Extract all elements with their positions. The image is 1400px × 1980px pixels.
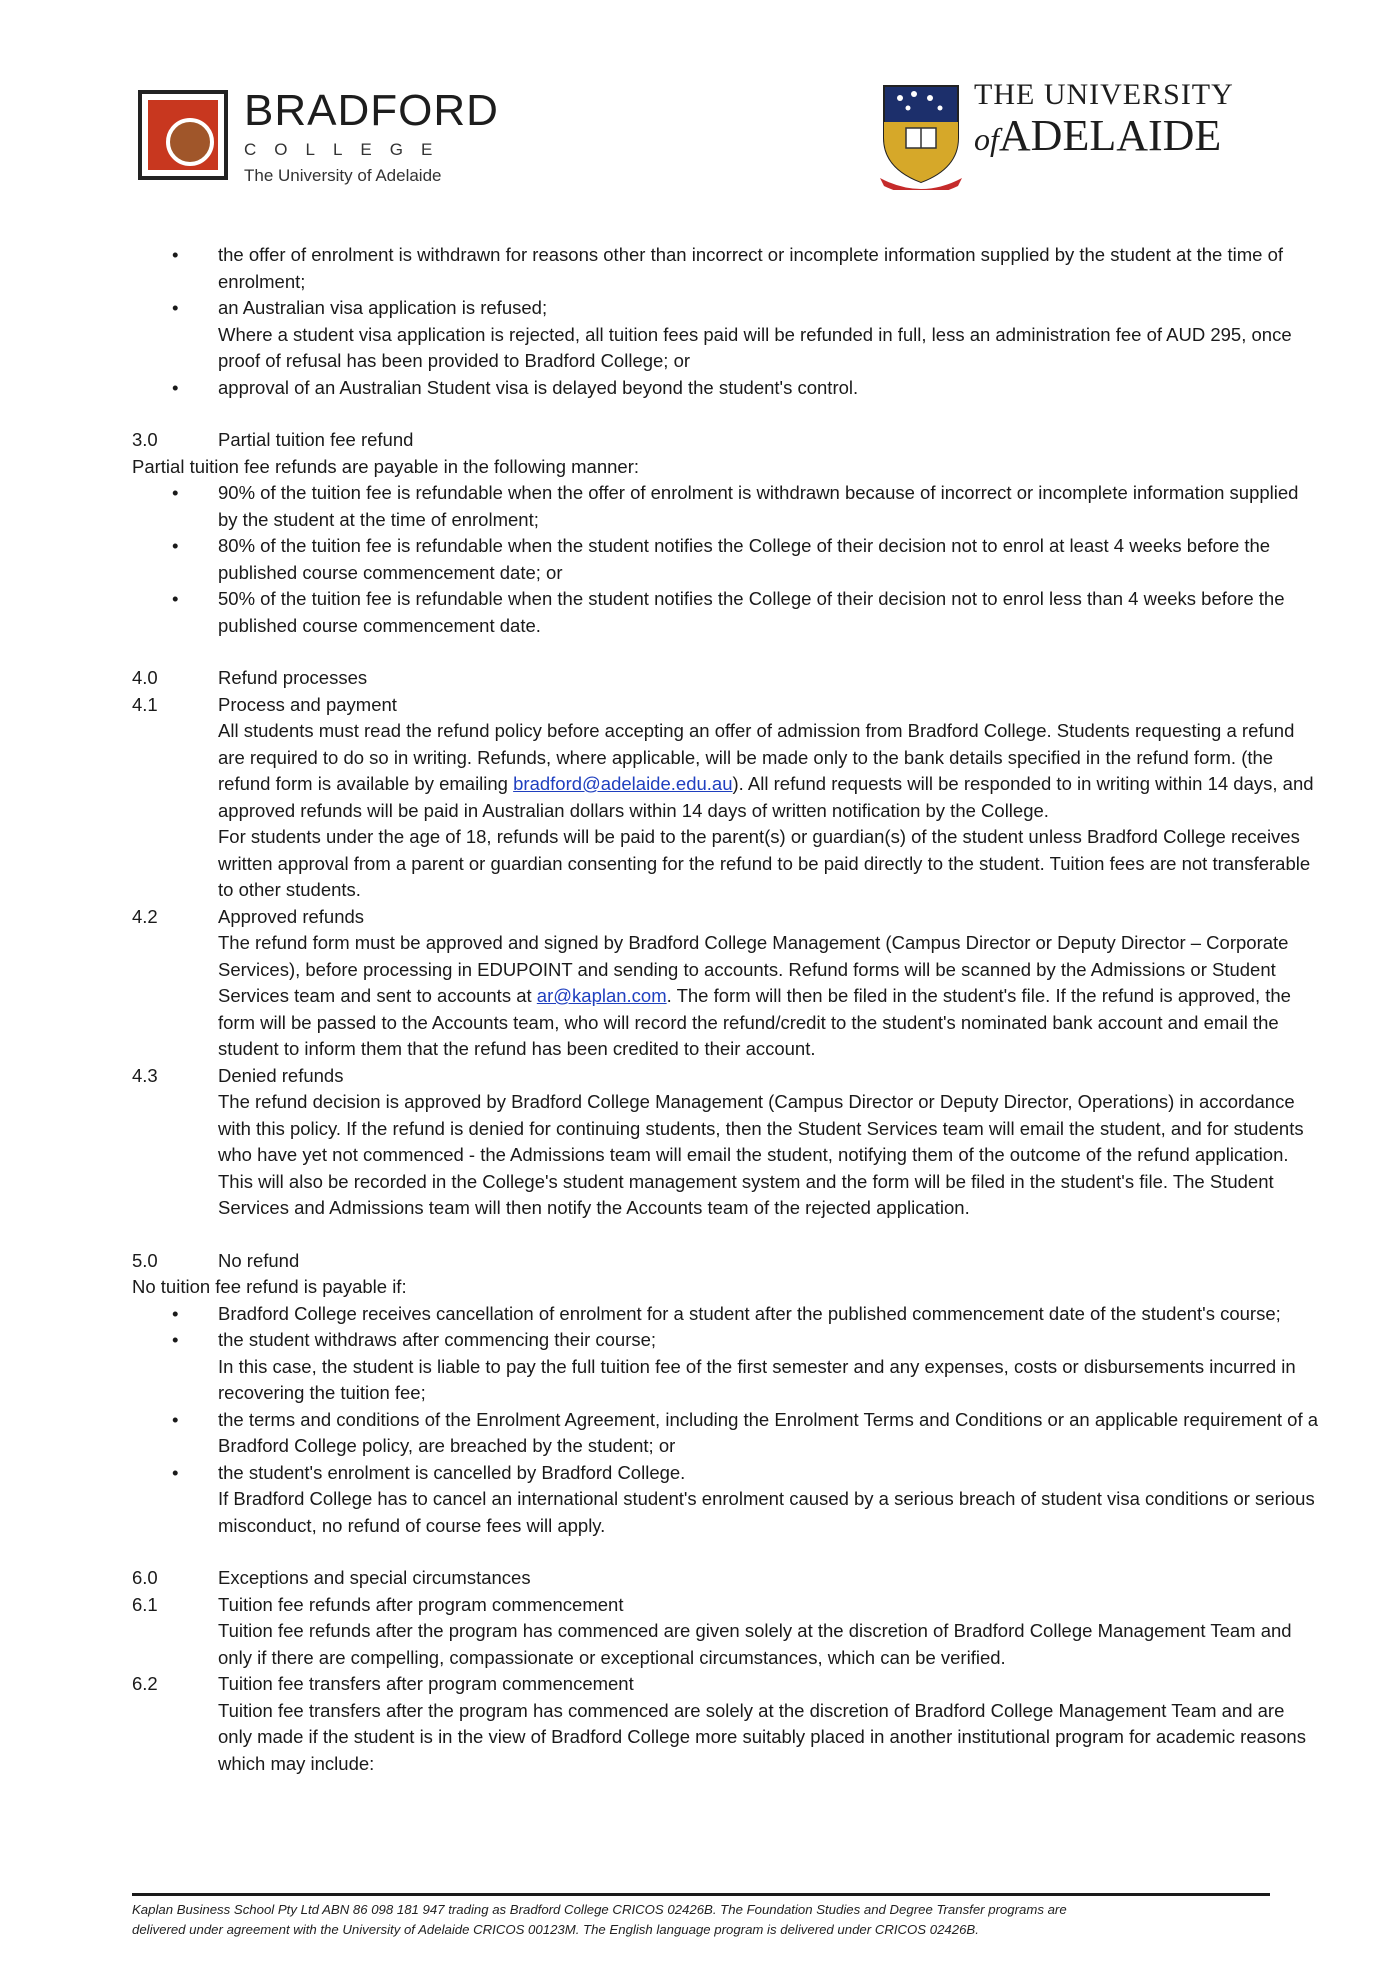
university-of-adelaide-logo <box>878 78 1238 198</box>
section-4-2-paragraph: The refund form must be approved and signed by Bradford College Management (Campus Director or Deputy Director – Corporate Services), before processing in EDUPOINT and sending to accounts. Refund forms will be scanned by the Admissions or Student Services team and sent to accounts at ar@kaplan.com. The form will then be filed in the student's file. If the refund is approved, the form will be passed to the Accounts team, who will record the refund/credit to the student's nominated bank account and email the student to inform them that the refund has been credited to their account. <box>218 932 1291 1059</box>
section-6-2-heading: 6.2 Tuition fee transfers after program commencement <box>132 1673 634 1694</box>
section-5-bullets <box>132 1301 1322 1540</box>
section-4-1-heading: 4.1 Process and payment <box>132 693 397 715</box>
section-4-3-heading: 4.3 Denied refunds <box>132 1064 344 1086</box>
intro-bullet-list <box>132 242 1322 401</box>
footer-line-1: Kaplan Business School Pty Ltd ABN 86 098 181 947 trading as Bradford College CRICOS 02426B. The Foundation Studies and Degree Transfer programs are <box>132 1902 1067 1917</box>
section-4-heading: 4.0 Refund processes <box>132 667 368 688</box>
section-6-1-heading: 6.1 Tuition fee refunds after program commencement <box>132 1593 624 1615</box>
page-footer <box>132 1893 1270 1940</box>
section-4-3-paragraph: The refund decision is approved by Bradford College Management (Campus Director or Deputy Director, Operations) in accordance with this policy. If the refund is denied for continuing students, then the Student Services team will email the student, and for students who have yet not commenced - the Admissions team will email the student, notifying them of the outcome of the refund application. This will also be recorded in the College's student management system and the form will be filed in the student's file. The Student Services and Admissions team will then notify the Accounts team of the rejected application. <box>218 1091 1304 1218</box>
section-5-heading: 5.0 No refund <box>132 1249 300 1271</box>
list-item: • the student withdraws after commencing their course; In this case, the student is liable to pay the full tuition fee of the first semester and any expenses, costs or disbursements incurred in recovering the tuition fee; <box>172 1329 1296 1403</box>
list-item: • 80% of the tuition fee is refundable when the student notifies the College of their decision not to enrol at least 4 weeks before the published course commencement date; or <box>172 535 1271 583</box>
list-item: • the offer of enrolment is withdrawn for reasons other than incorrect or incomplete information supplied by the student at the time of enrolment; <box>172 244 1284 292</box>
accounts-email-link[interactable]: ar@kaplan.com <box>536 985 667 1006</box>
adelaide-line1: THE UNIVERSITY <box>974 78 1234 111</box>
list-item: • approval of an Australian Student visa is delayed beyond the student's control. <box>172 376 859 398</box>
section-4-2-heading: 4.2 Approved refunds <box>132 905 365 927</box>
bradford-name: BRADFORD <box>244 86 499 135</box>
bradford-email-link[interactable]: bradford@adelaide.edu.au <box>513 773 733 794</box>
bradford-college-word: COLLEGE <box>244 140 451 159</box>
section-4-1-paragraph: All students must read the refund policy before accepting an offer of admission from Bradford College. Students requesting a refund are required to do so in writing. Refunds, where applicable, will be made only to the bank details specified in the refund form. (the refund form is available by emailing bradford@adelaide.edu.au). All refund requests will be responded to in writing within 14 days, and approved refunds will be paid in Australian dollars within 14 days of written notification by the College. <box>218 720 1314 821</box>
list-item: • an Australian visa application is refused; Where a student visa application is rejected, all tuition fees paid will be refunded in full, less an administration fee of AUD 295, once proof of refusal has been provided to Bradford College; or <box>172 297 1292 371</box>
section-6-heading: 6.0 Exceptions and special circumstances <box>132 1567 531 1588</box>
list-item: • 50% of the tuition fee is refundable when the student notifies the College of their decision not to enrol less than 4 weeks before the published course commencement date. <box>172 588 1285 636</box>
document-body <box>132 242 1322 1777</box>
section-6-2-paragraph: Tuition fee transfers after the program has commenced are solely at the discretion of Bradford College Management Team and are only made if the student is in the view of Bradford College more suitably placed in another institutional program for academic reasons which may include: <box>218 1699 1306 1774</box>
section-3-heading: 3.0 Partial tuition fee refund <box>132 429 414 450</box>
section-6-1-paragraph: Tuition fee refunds after the program has commenced are given solely at the discretion of Bradford College Management Team and only if there are compelling, compassionate or exceptional circumstances, which can be verified. <box>218 1620 1292 1668</box>
footer-line-2: delivered under agreement with the University of Adelaide CRICOS 00123M. The English language program is delivered under CRICOS 02426B. <box>132 1922 979 1937</box>
section-5-intro: No tuition fee refund is payable if: <box>132 1276 407 1297</box>
adelaide-line2: ofADELAIDE <box>974 111 1222 160</box>
list-item: • Bradford College receives cancellation of enrolment for a student after the published commencement date of the student's course; <box>172 1302 1281 1324</box>
section-3-intro: Partial tuition fee refunds are payable in the following manner: <box>132 455 639 477</box>
bradford-college-logo <box>138 86 518 190</box>
section-3-bullets <box>132 480 1322 639</box>
list-item: • the student's enrolment is cancelled by Bradford College. If Bradford College has to cancel an international student's enrolment caused by a serious breach of student visa conditions or serious misconduct, no refund of course fees will apply. <box>172 1461 1315 1536</box>
adelaide-crest-icon <box>878 82 964 190</box>
page-header <box>0 0 1400 210</box>
list-item: • 90% of the tuition fee is refundable when the offer of enrolment is withdrawn because of incorrect or incomplete information supplied by the student at the time of enrolment; <box>172 482 1299 530</box>
list-item: • the terms and conditions of the Enrolment Agreement, including the Enrolment Terms and Conditions or an applicable requirement of a Bradford College policy, are breached by the student; or <box>172 1408 1319 1456</box>
section-4-1-paragraph-2: For students under the age of 18, refunds will be paid to the parent(s) or guardian(s) of the student unless Bradford College receives written approval from a parent or guardian consenting for the refund to be paid directly to the student. Tuition fees are not transferable to other students. <box>218 826 1311 900</box>
bradford-emblem-icon <box>138 90 228 180</box>
bradford-tagline: The University of Adelaide <box>244 166 442 185</box>
